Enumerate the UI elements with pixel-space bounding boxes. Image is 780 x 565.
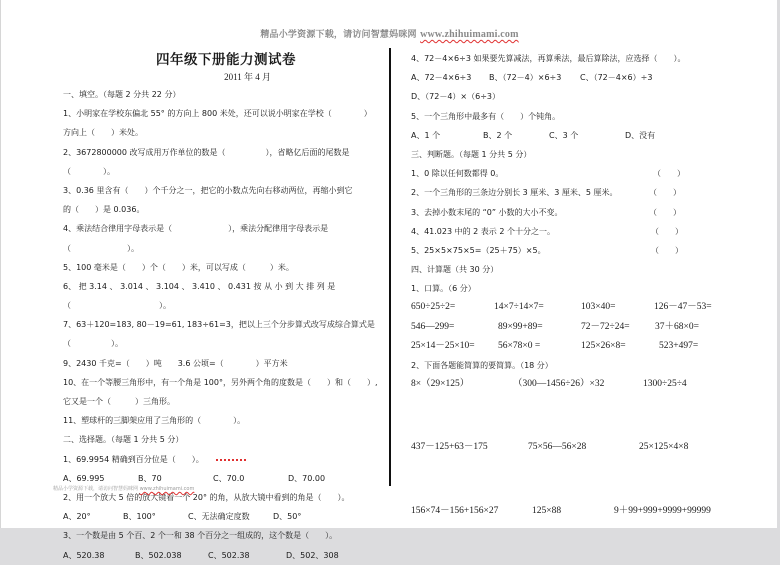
oral-calc-row-2 (411, 318, 751, 337)
option-d: D、70.00 (288, 473, 326, 483)
option-c: C、502.38 (208, 550, 250, 560)
simplify-item: 8×（29×125） (411, 379, 470, 390)
right-column (411, 49, 751, 521)
oral-calc-item: 126－47－53= (654, 302, 712, 313)
section-heading-fill-in: 一、填空。（每题 2 分共 22 分） (63, 90, 181, 99)
oral-calc-row-3 (411, 337, 751, 356)
simplify-item: 75×56—56×28 (528, 442, 587, 453)
simplify-item: 9＋99+999+9999+99999 (614, 505, 711, 516)
choice-2-options (63, 507, 383, 526)
header-watermark (1, 27, 778, 40)
oral-calc-item: 14×7÷14×7= (494, 302, 544, 313)
oral-calc-heading: 1、口算。（6 分） (411, 284, 476, 294)
page-title: 四年级下册能力测试卷 (156, 52, 296, 68)
option-a: A、72－4×6÷3 (411, 73, 472, 83)
oral-calc-item: 125×26×8= (581, 340, 626, 351)
judge-question: 2、一个三角形的三条边分别长 3 厘米、3 厘米、5 厘米。 (411, 188, 618, 198)
question-10-line-1: 10、在一个等腰三角形中，有一个角是 100°，另外两个角的度数是（ ）和（ ）, (63, 377, 378, 387)
option-d: D、502、308 (286, 550, 339, 560)
judge-question: 4、41.023 中的 2 表示 2 个十分之一。 (411, 226, 555, 236)
oral-calc-item: 72－72÷24= (581, 321, 630, 332)
question-2-line-1: 2、3672800000 改写成用万作单位的数是（ ），省略亿后面的尾数是 (63, 147, 350, 157)
option-b: B、70 (138, 473, 162, 483)
judge-question: 5、25×5×75×5=（25＋75）×5。 (411, 245, 546, 255)
option-d: D、没有 (625, 130, 656, 140)
simplify-item: （300—1456÷26）×32 (513, 379, 605, 390)
question-2-line-2: （ ）。 (63, 166, 115, 176)
judge-answer-blank[interactable]: （ ） (653, 169, 685, 179)
judge-question: 3、去掉小数末尾的 “0” 小数的大小不变。 (411, 207, 563, 217)
question-1-line-2: 方向上（ ）米处。 (63, 128, 143, 138)
option-c: C、70.0 (213, 473, 245, 483)
judge-item-5 (411, 241, 751, 260)
question-9: 9、2430 千克=（ ）吨 3.6 公顷=（ ）平方米 (63, 358, 288, 368)
oral-calc-item: 103×40= (581, 302, 616, 313)
question-5: 5、100 毫米是（ ）个（ ）米，可以写成（ ）米。 (63, 262, 294, 272)
question-7-line-1: 7、63＋120=183, 80－19=61, 183÷61=3，把以上三个分步算式改写成综合算式是 (63, 320, 375, 330)
oral-calc-item: 25×14－25×10= (411, 340, 475, 351)
simplify-item: 437－125+63－175 (411, 442, 488, 453)
judge-answer-blank[interactable]: （ ） (651, 245, 683, 255)
section-heading-calculation: 四、计算题（共 30 分） (411, 265, 499, 275)
header-watermark-link[interactable]: www.zhihuimami.com (420, 29, 519, 40)
judge-answer-blank[interactable]: （ ） (651, 226, 683, 236)
option-a: A、69.995 (63, 473, 105, 483)
oral-calc-item: 546—299= (411, 321, 455, 332)
simplify-item: 125×88 (532, 505, 562, 516)
question-4-line-2: （ ）。 (63, 243, 139, 253)
oral-calc-item: 89×99+89= (498, 321, 543, 332)
question-6-line-2: （ ）。 (63, 301, 171, 311)
judge-item-2 (411, 183, 751, 202)
option-a: A、1 个 (411, 130, 441, 140)
question-10-line-2: 它又是一个（ ）三角形。 (63, 397, 175, 406)
judge-answer-blank[interactable]: （ ） (649, 188, 681, 198)
simplify-item: 25×125×4×8 (639, 442, 689, 453)
option-a: A、520.38 (63, 550, 105, 560)
footer-watermark-link[interactable]: www.zhihuimami.com (139, 486, 195, 492)
oral-calc-item: 56×78×0 = (498, 340, 541, 351)
choice-4-option-d: D、（72－4）×（6÷3） (411, 92, 501, 102)
choice-5-options (411, 126, 751, 145)
choice-4: 4、72－4×6÷3 如果要先算减法，再算乘法，最后算除法，应选择（ ）。 (411, 54, 686, 63)
simplify-row-2 (411, 438, 751, 457)
choice-2: 2、用一个放大 5 倍的放大镜看一个 20° 的角，从放大镜中看到的角是（ ）。 (63, 492, 350, 502)
question-3-line-2: 的（ ）是 0.036。 (63, 205, 145, 215)
judge-item-4 (411, 222, 751, 241)
choice-3-options (63, 546, 383, 565)
footer-watermark-text: 精品小学资源下载，请访问智慧妈咪网 (53, 486, 140, 492)
option-b: B、100° (123, 512, 156, 522)
judge-item-1 (411, 164, 751, 183)
oral-calc-row-1 (411, 298, 751, 317)
option-c: C、无法确定度数 (188, 512, 250, 522)
option-a: A、20° (63, 512, 91, 522)
oral-calc-item: 523+497= (659, 340, 699, 351)
choice-5: 5、一个三角形中最多有（ ）个钝角。 (411, 111, 561, 121)
choice-3: 3、一个数是由 5 个百、2 个一和 38 个百分之一组成的，这个数是（ ）。 (63, 531, 338, 541)
option-b: B、2 个 (483, 130, 513, 140)
question-7-line-2: （ ）。 (63, 339, 123, 349)
question-4-line-1: 4、乘法结合律用字母表示是（ ），乘法分配律用字母表示是 (63, 224, 329, 234)
simplify-row-3 (411, 502, 751, 521)
question-3-line-1: 3、0.36 里含有（ ）个千分之一，把它的小数点先向右移动两位，再缩小到它 (63, 185, 353, 195)
question-11: 11、塑球杆的三脚架应用了三角形的（ ）。 (63, 416, 246, 426)
header-watermark-text: 精品小学资源下载，请访问智慧妈咪网 (260, 30, 421, 40)
oral-calc-item: 650÷25÷2= (411, 302, 456, 313)
choice-1-text: 1、69.9954 精确到百分位是（ ）。 (63, 454, 204, 464)
section-heading-choice: 二、选择题。（每题 1 分共 5 分） (63, 435, 184, 445)
spellcheck-squiggle (216, 457, 246, 461)
choice-1 (63, 450, 383, 469)
question-1-line-1: 1、小明家在学校东偏北 55° 的方向上 800 米处，还可以说小明家在学校（ ） (63, 109, 372, 119)
oral-calc-item: 37＋68×0= (655, 321, 699, 332)
judge-question: 1、0 除以任何数都得 0。 (411, 169, 504, 179)
option-d: D、50° (273, 512, 302, 522)
simplify-calc-heading: 2、下面各题能简算的要简算。（18 分） (411, 361, 553, 370)
choice-4-options-line-1 (411, 68, 751, 87)
option-b: B、（72－4）×6÷3 (489, 73, 562, 83)
question-6-line-1: 6、 把 3.14 、 3.014 、 3.104 、 3.410 、 0.431 按 从 小 到 大 排 列 是 (63, 281, 336, 291)
option-b: B、502.038 (135, 550, 182, 560)
section-heading-judge: 三、判断题。（每题 1 分共 5 分） (411, 149, 532, 159)
footer-watermark (53, 485, 194, 492)
simplify-item: 156×74－156+156×27 (411, 505, 499, 516)
judge-item-3 (411, 203, 751, 222)
column-divider (389, 48, 391, 486)
exam-date: 2011 年 4 月 (224, 72, 271, 82)
option-c: C、3 个 (549, 130, 579, 140)
simplify-item: 1300÷25÷4 (643, 379, 687, 390)
judge-answer-blank[interactable]: （ ） (649, 207, 681, 217)
option-c: C、（72－4×6）÷3 (580, 73, 653, 83)
simplify-row-1 (411, 375, 751, 394)
